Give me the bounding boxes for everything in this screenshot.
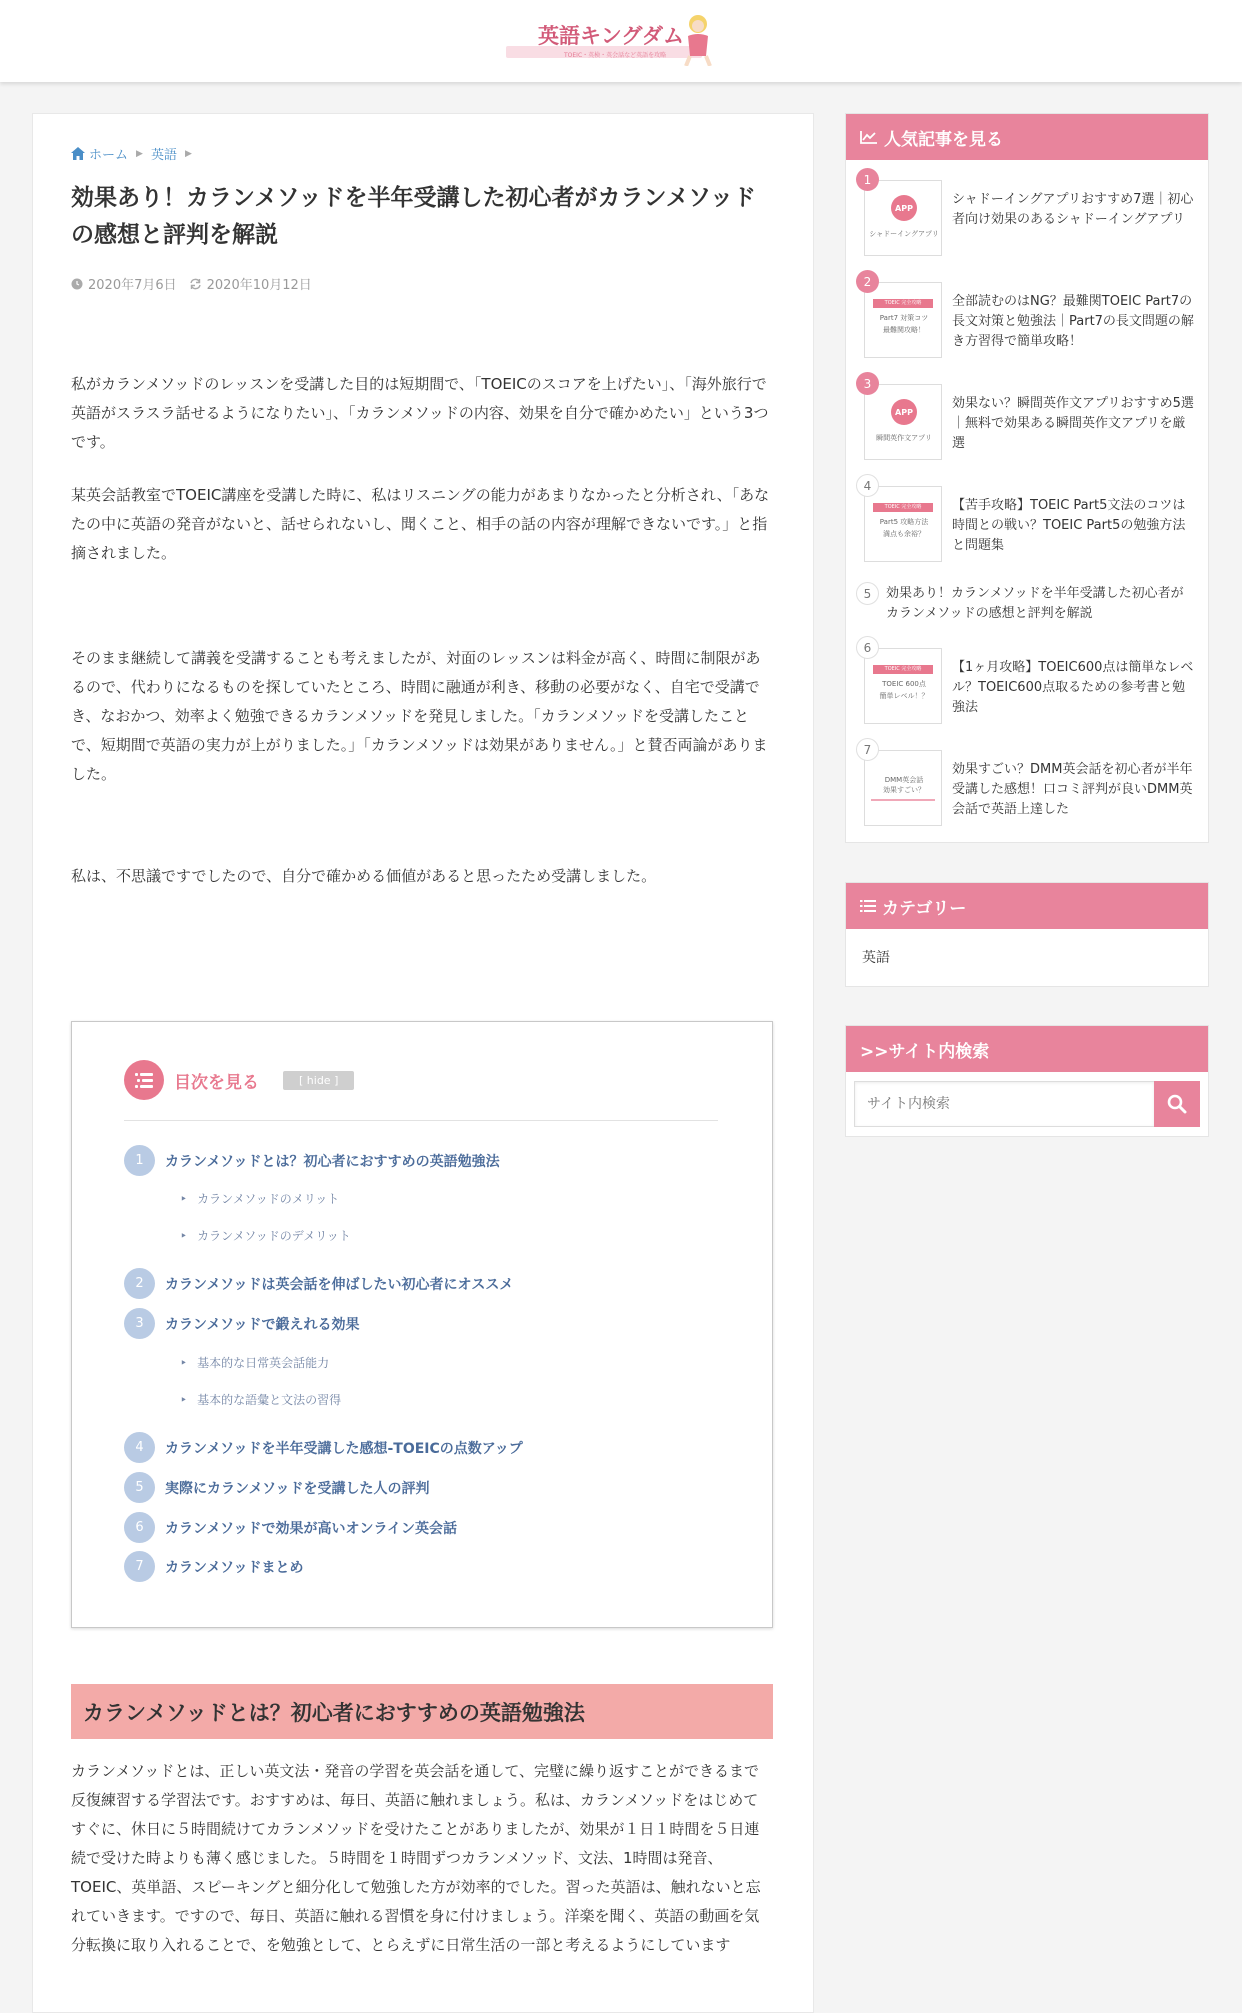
thumbnail-decoration bbox=[871, 799, 935, 801]
article-paragraph: 某英会話教室でTOEIC講座を受講した時に、私はリスニングの能力があまりなかったと分析され、「あなたの中に英語の発音がないと、話せられないし、聞くこと、相手の話の内容が理解できないです。」と指摘されました。 bbox=[71, 486, 770, 562]
post-thumbnail[interactable] bbox=[864, 750, 942, 826]
post-title-link[interactable]: シャドーイングアプリおすすめ7選｜初心者向け効果のあるシャドーイングアプリ bbox=[952, 192, 1194, 227]
thumbnail-caption: シャドーイングアプリ bbox=[869, 230, 939, 238]
toc-number: 1 bbox=[124, 1145, 155, 1176]
search-input[interactable] bbox=[854, 1081, 1154, 1127]
toc-subitem[interactable]: ‣ 基本的な語彙と文法の習得 bbox=[180, 1391, 341, 1408]
table-of-contents bbox=[71, 1021, 773, 1628]
popular-posts-header bbox=[846, 114, 1208, 160]
post-thumbnail[interactable] bbox=[864, 180, 942, 256]
toc-item-label: 実際にカランメソッドを受講した人の評判 bbox=[165, 1480, 430, 1497]
toc-subitem[interactable]: ‣ 基本的な日常英会話能力 bbox=[180, 1354, 329, 1371]
updated-date bbox=[189, 274, 312, 293]
post-title-link[interactable]: 効果あり！カランメソッドを半年受講した初心者がカランメソッドの感想と評判を解説 bbox=[886, 586, 1184, 621]
post-title-link[interactable]: 【苦手攻略】TOEIC Part5文法のコツは時間との戦い？TOEIC Part5の勉強方法と問題集 bbox=[952, 498, 1186, 553]
rank-badge: 6 bbox=[856, 636, 879, 659]
rank-badge: 5 bbox=[856, 582, 879, 605]
toc-item[interactable] bbox=[124, 1145, 500, 1176]
refresh-icon bbox=[189, 278, 202, 290]
toc-number: 6 bbox=[124, 1512, 155, 1543]
post-thumbnail[interactable] bbox=[864, 486, 942, 562]
logo-subtitle: TOEIC・英検・英会話など英語を攻略 bbox=[564, 52, 667, 59]
thumbnail-band: TOEIC 完全攻略 bbox=[873, 503, 933, 512]
app-badge: APP bbox=[891, 399, 917, 425]
toc-item[interactable] bbox=[124, 1308, 359, 1339]
chevron-right-icon: ▶ bbox=[184, 148, 192, 159]
category-header bbox=[846, 883, 1208, 929]
thumbnail-caption: Part7 対策コツ bbox=[879, 314, 929, 322]
toc-subitem[interactable]: ‣ カランメソッドのデメリット bbox=[180, 1227, 351, 1244]
thumbnail-caption: DMM英会話 bbox=[884, 776, 924, 784]
post-thumbnail[interactable] bbox=[864, 384, 942, 460]
post-title-link[interactable]: 効果ない？瞬間英作文アプリおすすめ5選｜無料で効果ある瞬間英作文アプリを厳選 bbox=[952, 396, 1194, 451]
toc-item[interactable] bbox=[124, 1512, 457, 1543]
toc-item-label: カランメソッドで効果が高いオンライン英会話 bbox=[165, 1520, 458, 1537]
thumbnail-caption: 満点も余裕？ bbox=[883, 530, 925, 538]
post-title-link[interactable]: 全部読むのはNG？最難関TOEIC Part7の長文対策と勉強法｜Part7の長文問題の解き方習得で簡単攻略！ bbox=[952, 294, 1194, 349]
thumbnail-caption: 瞬間英作文アプリ bbox=[876, 434, 932, 442]
section-heading: カランメソッドとは？初心者におすすめの英語勉強法 bbox=[71, 1684, 773, 1739]
chart-line-icon bbox=[860, 130, 878, 144]
article-paragraph: カランメソッドとは、正しい英文法・発音の学習を英会話を通して、完璧に繰り返すことができるまで反復練習する学習法です。おすすめは、毎日、英語に触れましょう。私は、カランメソッドをはじめてすぐに、休日に５時間続けてカランメソッドを受けたことがありましたが、効果が１日１時間を５日連続で受けた時よりも薄く感じました。５時間を１時間ずつカランメソッド、文法、1時間は発音、TOEIC、英単語、スピーキングと細分化して勉強した方が効率的でした。習った英語は、触れないと忘れていきます。ですので、毎日、英語に触れる習慣を身に付けましょう。洋楽を聞く、英語の動画を気分転換に取り入れることで、を勉強として、とらえずに日常生活の一部と考えるようにしています bbox=[71, 1762, 761, 1954]
toc-item-label: カランメソッドとは？初心者におすすめの英語勉強法 bbox=[165, 1153, 500, 1170]
category-title: カテゴリー bbox=[882, 898, 967, 919]
published-date-text: 2020年7月6日 bbox=[88, 278, 177, 293]
thumbnail-band: TOEIC 完全攻略 bbox=[873, 665, 933, 674]
toc-number: 4 bbox=[124, 1432, 155, 1463]
thumbnail-caption: TOEIC 600点 bbox=[882, 680, 926, 688]
post-thumbnail[interactable] bbox=[864, 282, 942, 358]
toc-number: 7 bbox=[124, 1551, 155, 1582]
rank-badge: 3 bbox=[856, 372, 879, 395]
toc-number: 2 bbox=[124, 1268, 155, 1299]
article-paragraph: 私がカランメソッドのレッスンを受講した目的は短期間で、「TOEICのスコアを上げたい」、「海外旅行で英語がスラスラ話せるようになりたい」、「カランメソッドの内容、効果を自分で確かめたい」という3つです。 bbox=[71, 375, 769, 451]
post-title-link[interactable]: 【1ヶ月攻略】TOEIC600点は簡単なレベル？TOEIC600点取るための参考書と勉強法 bbox=[952, 660, 1194, 715]
toc-subitem[interactable]: ‣ カランメソッドのメリット bbox=[180, 1190, 339, 1207]
popular-posts-title: 人気記事を見る bbox=[884, 129, 1003, 150]
post-thumbnail[interactable] bbox=[864, 648, 942, 724]
rank-badge: 7 bbox=[856, 738, 879, 761]
toc-item-label: カランメソッドを半年受講した感想-TOEICの点数アップ bbox=[165, 1440, 523, 1457]
breadcrumb-category-link[interactable]: 英語 bbox=[150, 148, 177, 163]
popular-posts-widget bbox=[845, 113, 1209, 843]
list-icon bbox=[860, 899, 876, 913]
list-icon bbox=[124, 1060, 164, 1100]
thumbnail-caption: 簡単レベル！？ bbox=[879, 692, 929, 700]
toc-item[interactable] bbox=[124, 1432, 523, 1463]
toc-number: 5 bbox=[124, 1472, 155, 1503]
toc-item-label: カランメソッドまとめ bbox=[165, 1559, 304, 1576]
updated-date-text: 2020年10月12日 bbox=[206, 278, 312, 293]
rank-badge: 4 bbox=[856, 474, 879, 497]
toc-title: 目次を見る bbox=[174, 1072, 259, 1093]
thumbnail-band: TOEIC 完全攻略 bbox=[873, 299, 933, 308]
toc-number: 3 bbox=[124, 1308, 155, 1339]
breadcrumb-home-link[interactable]: ホーム bbox=[89, 148, 129, 163]
article-paragraph: 私は、不思議ですでしたので、自分で確かめる価値があると思ったため受講しました。 bbox=[71, 867, 657, 885]
toc-item-label: カランメソッドで鍛えれる効果 bbox=[165, 1316, 360, 1333]
home-icon bbox=[71, 147, 85, 160]
divider bbox=[124, 1120, 718, 1121]
breadcrumb bbox=[71, 144, 196, 163]
toc-header bbox=[124, 1060, 354, 1100]
site-logo[interactable] bbox=[504, 10, 730, 66]
search-button[interactable] bbox=[1154, 1081, 1200, 1127]
toc-item[interactable] bbox=[124, 1551, 303, 1582]
toc-hide-button[interactable]: [ hide ] bbox=[283, 1071, 354, 1090]
post-title-link[interactable]: 効果すごい？DMM英会話を初心者が半年受講した感想！口コミ評判が良いDMM英会話で英語上達した bbox=[952, 762, 1193, 817]
category-widget bbox=[845, 882, 1209, 987]
toc-item[interactable] bbox=[124, 1268, 513, 1299]
toc-item[interactable] bbox=[124, 1472, 429, 1503]
article-container bbox=[32, 113, 814, 2013]
chevron-right-icon: ▶ bbox=[136, 148, 143, 159]
search-header bbox=[846, 1026, 1208, 1072]
search-icon bbox=[1167, 1094, 1187, 1114]
thumbnail-caption: 最難関攻略！ bbox=[883, 326, 925, 334]
article-paragraph: そのまま継続して講義を受講することも考えましたが、対面のレッスンは料金が高く、時間に制限があるので、代わりになるものを探していたところ、時間に融通が利き、移動の必要がなく、自宅で受講でき、なおかつ、効率よく勉強できるカランメソッドを発見しました。「カランメソッドを受講したことで、短期間で英語の実力が上がりました。」「カランメソッドは効果がありません。」と賛否両論がありました。 bbox=[71, 649, 768, 783]
published-date bbox=[71, 274, 177, 293]
toc-item-label: カランメソッドは英会話を伸ばしたい初心者にオススメ bbox=[165, 1276, 514, 1293]
clock-icon bbox=[71, 278, 83, 290]
site-header bbox=[0, 0, 1242, 82]
article-dates bbox=[71, 274, 312, 293]
rank-badge: 1 bbox=[856, 168, 879, 191]
search-widget bbox=[845, 1025, 1209, 1137]
search-form bbox=[854, 1081, 1200, 1127]
category-link[interactable]: 英語 bbox=[862, 950, 890, 966]
thumbnail-caption: 効果すごい？ bbox=[883, 786, 925, 794]
article-title: 効果あり！カランメソッドを半年受講した初心者がカランメソッドの感想と評判を解説 bbox=[71, 185, 756, 248]
thumbnail-caption: Part5 攻略方法 bbox=[879, 518, 929, 526]
logo-mascot-icon bbox=[674, 12, 718, 66]
logo-text: 英語キングダム bbox=[538, 24, 684, 48]
search-title: >>サイト内検索 bbox=[860, 1041, 990, 1062]
app-badge: APP bbox=[891, 195, 917, 221]
rank-badge: 2 bbox=[856, 270, 879, 293]
